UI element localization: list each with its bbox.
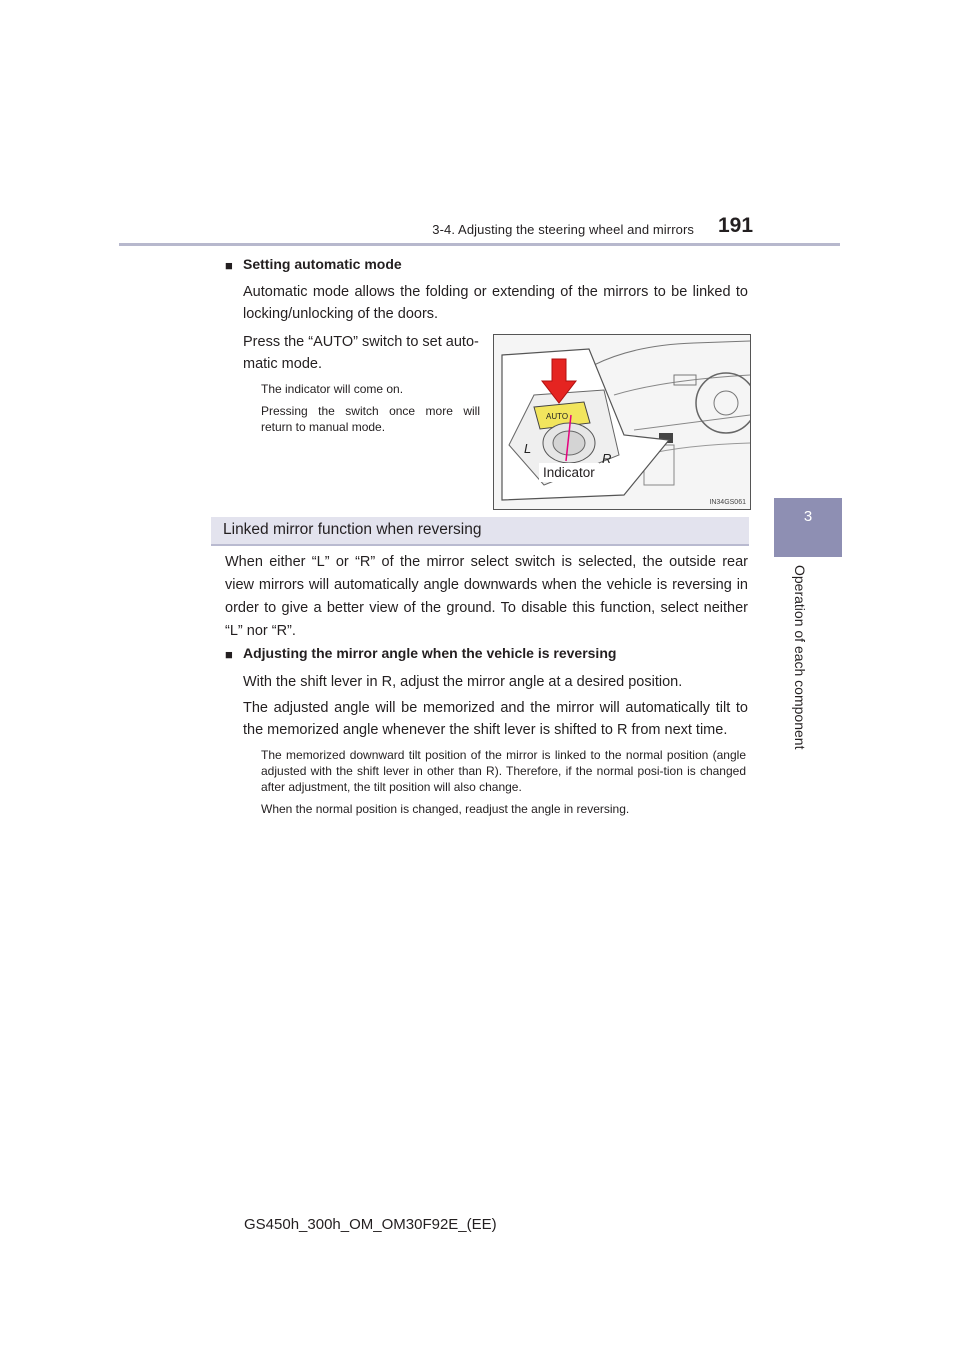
- r-switch-label: R: [602, 451, 612, 466]
- reverse-note-2: When the normal position is changed, readjust the angle in reversing.: [261, 802, 630, 816]
- document-code: GS450h_300h_OM_OM30F92E_(EE): [244, 1216, 497, 1233]
- auto-switch-label: AUTO: [546, 412, 569, 421]
- square-bullet-icon: ■: [225, 258, 233, 273]
- mirror-switch-illustration: [493, 334, 751, 510]
- page-number: 191: [718, 214, 754, 237]
- note-press-again-2: return to manual mode.: [261, 420, 386, 434]
- linked-mirror-paragraph: When either “L” or “R” of the mirror select switch is selected, the outside rear view mirrors will automatically angle downwards when the vehicle is reversing in order to give a better view of the ground. To disable this function, select neither “L” nor “R”.: [225, 554, 748, 639]
- reverse-para-2: The adjusted angle will be memorized and the mirror will automatically tilt to the memorized angle whenever the shift lever is shifted to R from next time.: [243, 700, 748, 738]
- note-indicator: The indicator will come on.: [261, 382, 404, 396]
- instruction-line-2: matic mode.: [243, 356, 322, 372]
- section-heading-bar: [211, 517, 749, 546]
- dashboard-drawing: [494, 335, 750, 509]
- chapter-title: Operation of each component: [792, 565, 808, 750]
- subsection-heading: Setting automatic mode: [243, 256, 402, 272]
- reverse-para-1: With the shift lever in R, adjust the mirror angle at a desired position.: [243, 674, 683, 690]
- chapter-number: 3: [803, 508, 813, 525]
- square-bullet-icon-2: ■: [225, 647, 233, 662]
- section-heading: Linked mirror function when reversing: [223, 521, 482, 538]
- chapter-tab: [774, 498, 842, 557]
- note-press-again-1: Pressing the switch once more will: [261, 404, 480, 418]
- instruction-line-1: Press the “AUTO” switch to set auto-: [243, 334, 479, 350]
- running-header: 3-4. Adjusting the steering wheel and mirrors: [432, 222, 694, 237]
- reverse-note-1: The memorized downward tilt position of the mirror is linked to the normal position (angle adjusted with the shift lever in other than R). Therefore, if the normal posi-tion is changed after adjustment, the tilt position will also change.: [261, 748, 746, 794]
- subsection-heading-2: Adjusting the mirror angle when the vehicle is reversing: [243, 645, 617, 661]
- indicator-label: Indicator: [539, 463, 599, 482]
- l-switch-label: L: [524, 441, 532, 456]
- intro-paragraph: Automatic mode allows the folding or extending of the mirrors to be linked to locking/unlocking of the doors.: [243, 284, 748, 322]
- figure-code: IN34GS061: [709, 499, 746, 506]
- header-rule: [119, 243, 840, 246]
